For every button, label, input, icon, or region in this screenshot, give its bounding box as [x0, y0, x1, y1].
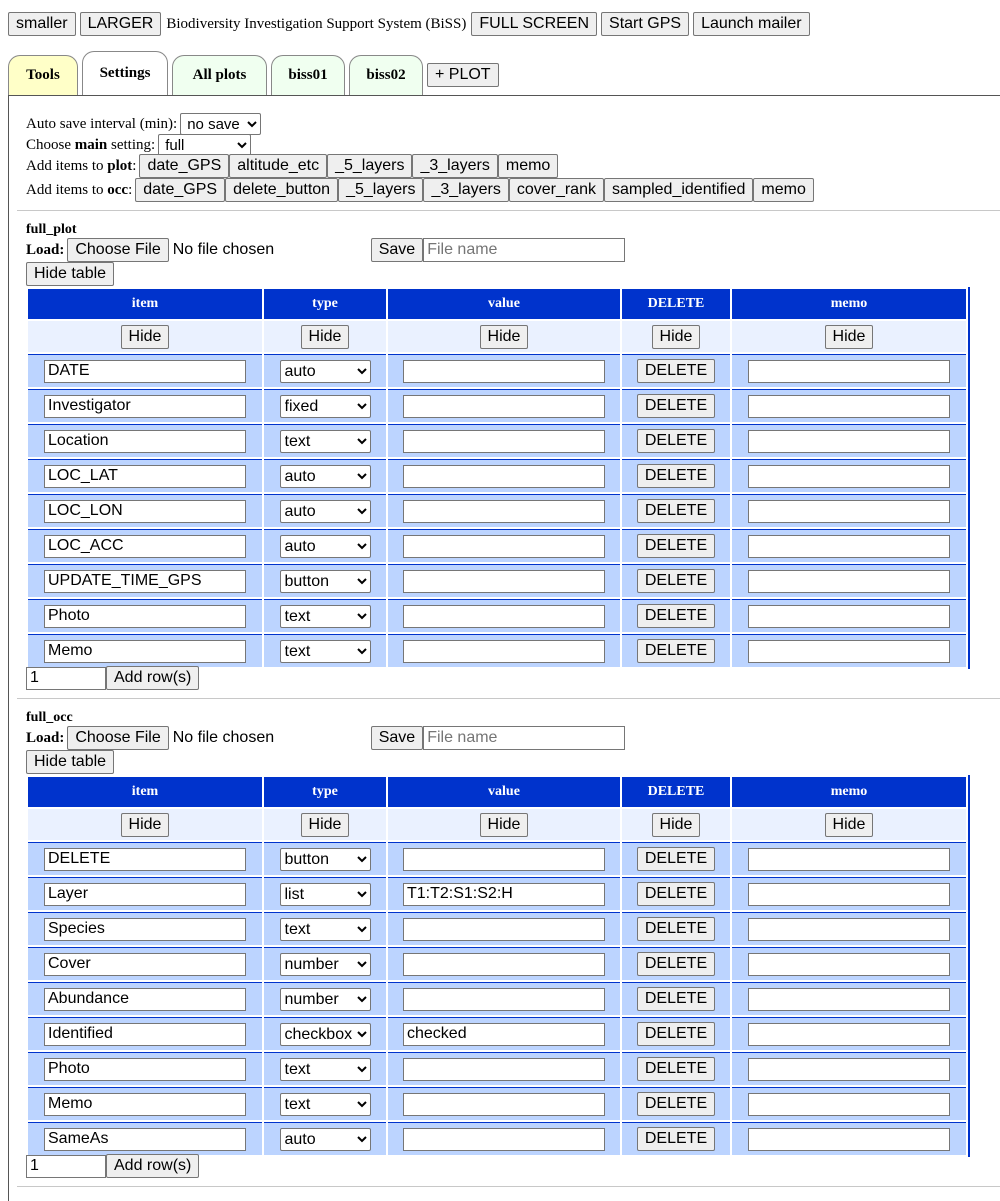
value-input[interactable] — [403, 430, 605, 453]
full-occ-table — [26, 775, 970, 1157]
divider — [17, 1186, 1000, 1187]
item-name-input[interactable] — [44, 570, 246, 593]
memo-input[interactable] — [748, 640, 950, 663]
type-select[interactable] — [280, 605, 371, 628]
load-label: Load: — [26, 729, 65, 746]
item-name-input[interactable] — [44, 918, 246, 941]
tab-biss02[interactable]: biss02 — [349, 55, 423, 95]
value-input[interactable] — [403, 918, 605, 941]
plot-items-row — [26, 154, 558, 178]
value-input[interactable] — [403, 640, 605, 663]
add-rows-button[interactable]: Add row(s) — [106, 666, 199, 690]
type-select[interactable] — [280, 535, 371, 558]
add-occ-item-date-GPS-button[interactable]: date_GPS — [135, 178, 225, 202]
delete-row-button[interactable]: DELETE — [637, 534, 715, 558]
settings-panel — [8, 95, 1000, 1201]
column-header-item: item — [28, 289, 262, 319]
full-occ-load-row — [26, 726, 625, 750]
hide-column-item-button[interactable]: Hide — [121, 813, 170, 837]
table-row — [28, 877, 966, 910]
value-input[interactable] — [403, 953, 605, 976]
item-name-input[interactable] — [44, 395, 246, 418]
smaller-button[interactable]: smaller — [8, 12, 76, 36]
delete-row-button[interactable]: DELETE — [637, 847, 715, 871]
item-name-input[interactable] — [44, 1093, 246, 1116]
memo-input[interactable] — [748, 953, 950, 976]
main-setting-row — [26, 134, 251, 156]
delete-row-button[interactable]: DELETE — [637, 639, 715, 663]
value-input[interactable] — [403, 535, 605, 558]
value-input[interactable] — [403, 1023, 605, 1046]
type-select[interactable] — [280, 883, 371, 906]
delete-row-button[interactable]: DELETE — [637, 394, 715, 418]
no-file-text: No file chosen — [172, 729, 275, 746]
add-plot-item-altitude-etc-button[interactable]: altitude_etc — [229, 154, 327, 178]
hide-column-delete-button[interactable]: Hide — [652, 813, 701, 837]
value-input[interactable] — [403, 500, 605, 523]
delete-row-button[interactable]: DELETE — [637, 499, 715, 523]
table-row — [28, 982, 966, 1015]
value-input[interactable] — [403, 605, 605, 628]
row-count-input[interactable] — [26, 1155, 106, 1178]
value-input[interactable] — [403, 883, 605, 906]
type-select[interactable] — [280, 988, 371, 1011]
column-header-memo: memo — [732, 777, 966, 807]
item-name-input[interactable] — [44, 883, 246, 906]
type-select[interactable] — [280, 848, 371, 871]
table-row — [28, 564, 966, 597]
item-name-input[interactable] — [44, 1128, 246, 1151]
memo-input[interactable] — [748, 883, 950, 906]
memo-input[interactable] — [748, 1093, 950, 1116]
delete-row-button[interactable]: DELETE — [637, 952, 715, 976]
hide-column-memo-button[interactable]: Hide — [825, 325, 874, 349]
add-plot-button[interactable]: + PLOT — [427, 63, 499, 87]
add-occ-item-5-layers-button[interactable]: _5_layers — [338, 178, 423, 202]
tab-all-plots[interactable]: All plots — [172, 55, 267, 95]
column-header-value: value — [388, 777, 620, 807]
delete-row-button[interactable]: DELETE — [637, 569, 715, 593]
add-occ-item-memo-button[interactable]: memo — [753, 178, 813, 202]
autosave-row — [26, 113, 261, 135]
type-select[interactable] — [280, 1023, 371, 1046]
tab-biss01[interactable]: biss01 — [271, 55, 345, 95]
full-plot-title: full_plot — [26, 222, 77, 237]
table-row — [28, 947, 966, 980]
add-plot-item-memo-button[interactable]: memo — [498, 154, 558, 178]
item-name-input[interactable] — [44, 1023, 246, 1046]
hide-column-value-button[interactable]: Hide — [480, 325, 529, 349]
value-input[interactable] — [403, 360, 605, 383]
main-setting-select[interactable] — [158, 134, 251, 156]
column-header-type: type — [264, 289, 386, 319]
larger-button[interactable]: LARGER — [80, 12, 162, 36]
choose-file-button[interactable]: Choose File — [67, 238, 168, 262]
item-name-input[interactable] — [44, 605, 246, 628]
type-select[interactable] — [280, 570, 371, 593]
table-row — [28, 634, 966, 667]
load-label: Load: — [26, 241, 65, 258]
hide-column-memo-button[interactable]: Hide — [825, 813, 874, 837]
type-select[interactable] — [280, 918, 371, 941]
table-row — [28, 459, 966, 492]
value-input[interactable] — [403, 570, 605, 593]
memo-input[interactable] — [748, 535, 950, 558]
item-name-input[interactable] — [44, 465, 246, 488]
add-occ-item-3-layers-button[interactable]: _3_layers — [423, 178, 508, 202]
hide-column-type-button[interactable]: Hide — [301, 325, 350, 349]
hide-column-type-button[interactable]: Hide — [301, 813, 350, 837]
column-header-value: value — [388, 289, 620, 319]
app-title: Biodiversity Investigation Support System (BiSS) — [166, 15, 467, 32]
memo-input[interactable] — [748, 1058, 950, 1081]
type-select[interactable] — [280, 465, 371, 488]
value-input[interactable] — [403, 848, 605, 871]
value-input[interactable] — [403, 1128, 605, 1151]
delete-row-button[interactable]: DELETE — [637, 429, 715, 453]
item-name-input[interactable] — [44, 988, 246, 1011]
save-button[interactable]: Save — [371, 726, 423, 750]
type-select[interactable] — [280, 360, 371, 383]
full-occ-title: full_occ — [26, 710, 73, 725]
hide-column-delete-button[interactable]: Hide — [652, 325, 701, 349]
hide-column-item-button[interactable]: Hide — [121, 325, 170, 349]
row-count-input[interactable] — [26, 667, 106, 690]
item-name-input[interactable] — [44, 430, 246, 453]
type-select[interactable] — [280, 1058, 371, 1081]
delete-row-button[interactable]: DELETE — [637, 359, 715, 383]
memo-input[interactable] — [748, 465, 950, 488]
add-plot-item-date-GPS-button[interactable]: date_GPS — [139, 154, 229, 178]
value-input[interactable] — [403, 465, 605, 488]
file-name-input[interactable] — [423, 238, 625, 262]
add-occ-item-delete-button-button[interactable]: delete_button — [225, 178, 338, 202]
memo-input[interactable] — [748, 1128, 950, 1151]
item-name-input[interactable] — [44, 640, 246, 663]
autosave-label: Auto save interval (min): — [26, 115, 178, 132]
column-header-delete: DELETE — [622, 289, 730, 319]
value-input[interactable] — [403, 395, 605, 418]
item-name-input[interactable] — [44, 848, 246, 871]
delete-row-button[interactable]: DELETE — [637, 1092, 715, 1116]
occ-item-buttons — [135, 178, 814, 202]
hide-table-button[interactable]: Hide table — [26, 750, 114, 774]
add-plot-item-5-layers-button[interactable]: _5_layers — [327, 154, 412, 178]
table-row — [28, 599, 966, 632]
occ-items-row — [26, 178, 814, 202]
full-screen-button[interactable]: FULL SCREEN — [471, 12, 597, 36]
table-row — [28, 529, 966, 562]
full-occ-add-row — [26, 1154, 199, 1178]
type-select[interactable] — [280, 500, 371, 523]
launch-mailer-button[interactable]: Launch mailer — [693, 12, 810, 36]
main-setting-label: Choose main setting: — [26, 136, 156, 153]
table-row — [28, 1122, 966, 1155]
choose-file-button[interactable]: Choose File — [67, 726, 168, 750]
item-name-input[interactable] — [44, 1058, 246, 1081]
item-name-input[interactable] — [44, 953, 246, 976]
memo-input[interactable] — [748, 500, 950, 523]
table-row — [28, 1017, 966, 1050]
add-rows-button[interactable]: Add row(s) — [106, 1154, 199, 1178]
item-name-input[interactable] — [44, 360, 246, 383]
tab-tools[interactable]: Tools — [8, 55, 78, 95]
tab-settings[interactable]: Settings — [82, 51, 168, 95]
top-toolbar — [8, 12, 810, 36]
type-select[interactable] — [280, 640, 371, 663]
delete-row-button[interactable]: DELETE — [637, 1057, 715, 1081]
memo-input[interactable] — [748, 430, 950, 453]
table-row — [28, 494, 966, 527]
delete-row-button[interactable]: DELETE — [637, 1022, 715, 1046]
plot-item-buttons — [139, 154, 558, 178]
file-name-input[interactable] — [423, 726, 625, 750]
add-occ-item-cover-rank-button[interactable]: cover_rank — [509, 178, 604, 202]
occ-items-label: Add items to occ: — [26, 181, 133, 198]
column-header-type: type — [264, 777, 386, 807]
memo-input[interactable] — [748, 605, 950, 628]
autosave-select[interactable] — [180, 113, 261, 135]
type-select[interactable] — [280, 953, 371, 976]
delete-row-button[interactable]: DELETE — [637, 917, 715, 941]
item-name-input[interactable] — [44, 500, 246, 523]
table-row — [28, 389, 966, 422]
delete-row-button[interactable]: DELETE — [637, 464, 715, 488]
value-input[interactable] — [403, 1058, 605, 1081]
divider — [17, 210, 1000, 211]
full-plot-table — [26, 287, 970, 669]
memo-input[interactable] — [748, 988, 950, 1011]
plot-items-label: Add items to plot: — [26, 157, 137, 174]
value-input[interactable] — [403, 1093, 605, 1116]
delete-row-button[interactable]: DELETE — [637, 1127, 715, 1151]
table-row — [28, 354, 966, 387]
no-file-text: No file chosen — [172, 241, 275, 258]
type-select[interactable] — [280, 430, 371, 453]
value-input[interactable] — [403, 988, 605, 1011]
save-button[interactable]: Save — [371, 238, 423, 262]
delete-row-button[interactable]: DELETE — [637, 987, 715, 1011]
type-select[interactable] — [280, 395, 371, 418]
add-occ-item-sampled-identified-button[interactable]: sampled_identified — [604, 178, 753, 202]
column-header-delete: DELETE — [622, 777, 730, 807]
delete-row-button[interactable]: DELETE — [637, 604, 715, 628]
column-header-item: item — [28, 777, 262, 807]
memo-input[interactable] — [748, 848, 950, 871]
table-row — [28, 912, 966, 945]
memo-input[interactable] — [748, 570, 950, 593]
table-row — [28, 842, 966, 875]
type-select[interactable] — [280, 1093, 371, 1116]
type-select[interactable] — [280, 1128, 371, 1151]
full-plot-add-row — [26, 666, 199, 690]
memo-input[interactable] — [748, 1023, 950, 1046]
tab-bar — [8, 53, 499, 95]
hide-column-value-button[interactable]: Hide — [480, 813, 529, 837]
memo-input[interactable] — [748, 395, 950, 418]
table-row — [28, 424, 966, 457]
table-row — [28, 1087, 966, 1120]
start-gps-button[interactable]: Start GPS — [601, 12, 689, 36]
divider — [17, 698, 1000, 699]
add-plot-item-3-layers-button[interactable]: _3_layers — [412, 154, 497, 178]
memo-input[interactable] — [748, 918, 950, 941]
table-row — [28, 1052, 966, 1085]
hide-table-button[interactable]: Hide table — [26, 262, 114, 286]
column-header-memo: memo — [732, 289, 966, 319]
delete-row-button[interactable]: DELETE — [637, 882, 715, 906]
full-plot-load-row — [26, 238, 625, 262]
memo-input[interactable] — [748, 360, 950, 383]
item-name-input[interactable] — [44, 535, 246, 558]
